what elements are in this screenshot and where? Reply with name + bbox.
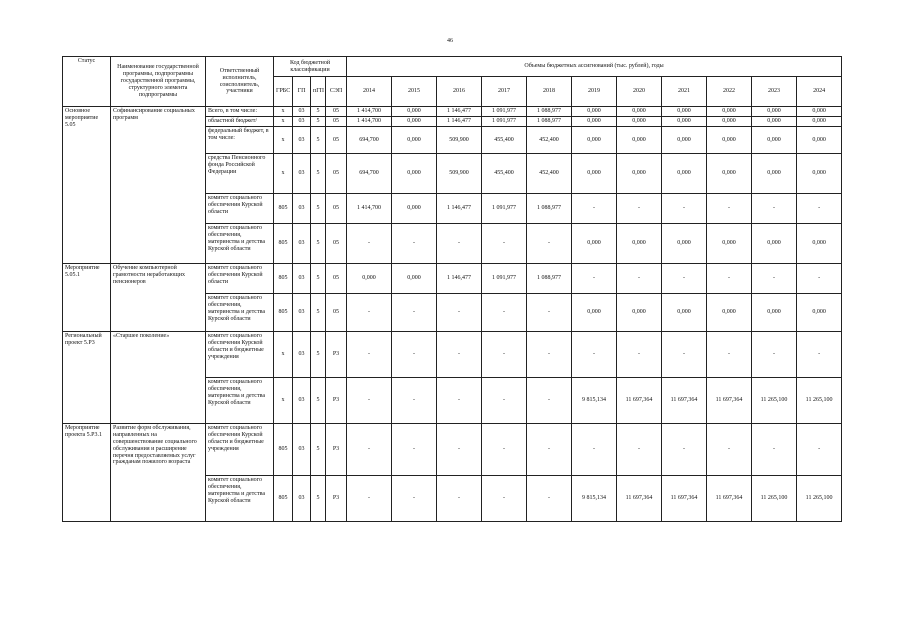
row-value: -: [617, 194, 662, 224]
row-executor: областной бюджет/: [206, 117, 274, 127]
budget-table: [62, 56, 842, 522]
row-code: 805: [274, 264, 293, 294]
row-name: Развитие форм обслуживания, направленных на совершенствование социального обслуживания и расширение перечня предоставляемых услуг гражданам пожилого возраста: [111, 424, 206, 522]
header-year: 2023: [752, 77, 797, 107]
row-value: 452,400: [527, 127, 572, 154]
row-code: 03: [293, 476, 311, 522]
row-value: -: [662, 332, 707, 378]
row-value: 1 091,977: [482, 107, 527, 117]
row-value: 0,000: [572, 224, 617, 264]
row-code: 03: [293, 127, 311, 154]
row-code: 03: [293, 117, 311, 127]
row-value: -: [617, 424, 662, 476]
header-budget-code: Код бюджетной классификации: [274, 57, 347, 77]
row-value: 0,000: [752, 107, 797, 117]
row-value: 0,000: [797, 117, 842, 127]
row-code: Р3: [326, 476, 347, 522]
row-value: -: [617, 264, 662, 294]
row-code: 03: [293, 107, 311, 117]
row-code: 05: [326, 127, 347, 154]
row-value: 1 146,477: [437, 194, 482, 224]
row-value: -: [752, 332, 797, 378]
row-value: 509,900: [437, 127, 482, 154]
row-value: -: [392, 224, 437, 264]
row-code: 03: [293, 378, 311, 424]
row-value: -: [662, 264, 707, 294]
row-code: 05: [326, 117, 347, 127]
row-value: 0,000: [392, 264, 437, 294]
row-value: -: [707, 264, 752, 294]
row-status: Основное мероприятие 5.05: [63, 107, 111, 264]
row-value: 11 265,100: [752, 378, 797, 424]
header-code-grbs: ГРБС: [274, 77, 293, 107]
row-code: х: [274, 107, 293, 117]
row-code: 5: [311, 154, 326, 194]
row-value: 0,000: [392, 127, 437, 154]
row-value: 0,000: [617, 224, 662, 264]
row-value: 0,000: [707, 117, 752, 127]
row-value: -: [797, 264, 842, 294]
row-code: 805: [274, 476, 293, 522]
row-value: -: [572, 194, 617, 224]
row-value: 1 146,477: [437, 107, 482, 117]
row-value: -: [527, 224, 572, 264]
row-value: -: [347, 294, 392, 332]
row-value: 0,000: [662, 107, 707, 117]
row-value: -: [392, 476, 437, 522]
row-code: Р3: [326, 332, 347, 378]
row-code: 03: [293, 194, 311, 224]
row-value: 0,000: [752, 117, 797, 127]
row-value: 0,000: [707, 294, 752, 332]
row-value: 0,000: [707, 154, 752, 194]
header-year: 2024: [797, 77, 842, 107]
table-row: [63, 332, 842, 378]
header-year: 2017: [482, 77, 527, 107]
row-value: 0,000: [392, 194, 437, 224]
row-value: 0,000: [392, 107, 437, 117]
row-value: 0,000: [797, 294, 842, 332]
row-value: 0,000: [617, 294, 662, 332]
row-value: 0,000: [662, 154, 707, 194]
row-code: 5: [311, 127, 326, 154]
row-value: 0,000: [347, 264, 392, 294]
table-row: [63, 107, 842, 117]
row-value: -: [437, 378, 482, 424]
row-value: 1 088,977: [527, 194, 572, 224]
row-value: 455,400: [482, 127, 527, 154]
row-code: 5: [311, 476, 326, 522]
row-value: 1 091,977: [482, 117, 527, 127]
row-code: 03: [293, 224, 311, 264]
row-code: 03: [293, 264, 311, 294]
header-code-gp: ГП: [293, 77, 311, 107]
row-value: -: [617, 332, 662, 378]
row-value: -: [707, 332, 752, 378]
table-row: [63, 264, 842, 294]
header-year: 2018: [527, 77, 572, 107]
row-executor: средства Пенсионного фонда Российской Федерации: [206, 154, 274, 194]
row-value: 0,000: [572, 127, 617, 154]
row-value: -: [392, 332, 437, 378]
row-code: х: [274, 117, 293, 127]
row-code: х: [274, 127, 293, 154]
row-value: -: [707, 424, 752, 476]
row-value: 0,000: [617, 107, 662, 117]
row-value: 509,900: [437, 154, 482, 194]
header-volumes: Объемы бюджетных ассигнований (тыс. рублей), годы: [347, 57, 842, 77]
row-value: 0,000: [797, 127, 842, 154]
row-value: 0,000: [662, 117, 707, 127]
row-value: 694,700: [347, 127, 392, 154]
row-value: 0,000: [617, 117, 662, 127]
row-value: 0,000: [662, 224, 707, 264]
row-value: -: [482, 224, 527, 264]
row-value: 0,000: [572, 154, 617, 194]
row-value: -: [482, 332, 527, 378]
header-year: 2016: [437, 77, 482, 107]
row-value: 11 265,100: [797, 378, 842, 424]
row-value: 11 265,100: [797, 476, 842, 522]
row-value: 1 414,700: [347, 194, 392, 224]
header-name: Наименование государственной программы, подпрограммы государственной программы, структурного элемента подпрограммы: [111, 57, 206, 107]
row-value: -: [572, 332, 617, 378]
row-value: 1 146,477: [437, 117, 482, 127]
row-code: х: [274, 378, 293, 424]
header-code-sep: СЭП: [326, 77, 347, 107]
row-code: 805: [274, 194, 293, 224]
row-executor: комитет социального обеспечения Курской области и бюджетные учреждения: [206, 332, 274, 378]
row-name: Обучение компьютерной грамотности неработающих пенсионеров: [111, 264, 206, 332]
row-code: 5: [311, 264, 326, 294]
row-value: 455,400: [482, 154, 527, 194]
row-code: 05: [326, 264, 347, 294]
row-value: 11 265,100: [752, 476, 797, 522]
row-value: 0,000: [392, 117, 437, 127]
row-value: 9 815,134: [572, 476, 617, 522]
row-value: 694,700: [347, 154, 392, 194]
row-value: 0,000: [752, 224, 797, 264]
row-value: -: [347, 378, 392, 424]
row-code: 805: [274, 424, 293, 476]
row-value: 0,000: [797, 224, 842, 264]
row-code: х: [274, 154, 293, 194]
header-year: 2015: [392, 77, 437, 107]
header-executor: Ответственный исполнитель, соисполнитель, участники: [206, 57, 274, 107]
row-value: 1 088,977: [527, 117, 572, 127]
header-status: Статус: [63, 57, 111, 107]
row-value: -: [527, 378, 572, 424]
row-code: 03: [293, 294, 311, 332]
row-value: 11 697,364: [707, 378, 752, 424]
row-value: 0,000: [707, 127, 752, 154]
row-value: -: [527, 294, 572, 332]
row-value: -: [752, 424, 797, 476]
row-value: 11 697,364: [617, 378, 662, 424]
row-code: 05: [326, 194, 347, 224]
row-code: 5: [311, 117, 326, 127]
page-number: 46: [447, 38, 453, 44]
row-value: 1 088,977: [527, 264, 572, 294]
row-code: 5: [311, 194, 326, 224]
row-executor: комитет социального обеспечения, материнства и детства Курской области: [206, 378, 274, 424]
header-year: 2021: [662, 77, 707, 107]
row-code: 03: [293, 332, 311, 378]
header-year: 2020: [617, 77, 662, 107]
row-value: -: [347, 224, 392, 264]
row-value: -: [797, 424, 842, 476]
row-executor: комитет социального обеспечения Курской области: [206, 194, 274, 224]
row-value: 0,000: [707, 107, 752, 117]
row-value: 1 091,977: [482, 194, 527, 224]
row-value: 0,000: [752, 127, 797, 154]
row-code: 805: [274, 294, 293, 332]
header-code-pgp: пГП: [311, 77, 326, 107]
row-code: 05: [326, 154, 347, 194]
row-value: 0,000: [707, 224, 752, 264]
row-value: -: [482, 294, 527, 332]
row-value: 0,000: [392, 154, 437, 194]
row-value: 0,000: [572, 107, 617, 117]
row-code: 05: [326, 224, 347, 264]
row-code: 03: [293, 154, 311, 194]
header-year: 2014: [347, 77, 392, 107]
row-value: -: [752, 264, 797, 294]
row-executor: комитет социального обеспечения Курской области: [206, 264, 274, 294]
row-value: 1 091,977: [482, 264, 527, 294]
row-value: 11 697,364: [662, 378, 707, 424]
row-status: Региональный проект 5.Р3: [63, 332, 111, 424]
row-code: Р3: [326, 424, 347, 476]
row-value: -: [437, 476, 482, 522]
row-value: 0,000: [752, 154, 797, 194]
row-value: 0,000: [662, 127, 707, 154]
row-code: 05: [326, 294, 347, 332]
row-value: -: [707, 194, 752, 224]
row-code: 03: [293, 424, 311, 476]
row-executor: федеральный бюджет, в том числе:: [206, 127, 274, 154]
row-value: -: [392, 424, 437, 476]
row-value: -: [527, 476, 572, 522]
row-code: 5: [311, 294, 326, 332]
row-executor: Всего, в том числе:: [206, 107, 274, 117]
row-value: -: [347, 476, 392, 522]
row-value: -: [572, 424, 617, 476]
row-value: 11 697,364: [707, 476, 752, 522]
row-value: -: [572, 264, 617, 294]
row-value: -: [527, 332, 572, 378]
row-value: 0,000: [572, 294, 617, 332]
row-value: -: [662, 424, 707, 476]
row-value: 9 815,134: [572, 378, 617, 424]
row-value: 0,000: [617, 154, 662, 194]
row-value: -: [347, 424, 392, 476]
row-value: 452,400: [527, 154, 572, 194]
row-value: -: [662, 194, 707, 224]
row-value: 0,000: [752, 294, 797, 332]
row-code: 5: [311, 332, 326, 378]
row-value: -: [437, 332, 482, 378]
row-value: 0,000: [617, 127, 662, 154]
row-value: -: [437, 424, 482, 476]
row-value: -: [482, 424, 527, 476]
row-executor: комитет социального обеспечения, материнства и детства Курской области: [206, 476, 274, 522]
row-value: 1 414,700: [347, 117, 392, 127]
row-code: Р3: [326, 378, 347, 424]
row-code: 5: [311, 424, 326, 476]
row-name: «Старшее поколение»: [111, 332, 206, 424]
row-value: -: [392, 294, 437, 332]
row-executor: комитет социального обеспечения, материнства и детства Курской области: [206, 224, 274, 264]
row-value: 1 414,700: [347, 107, 392, 117]
row-value: -: [392, 378, 437, 424]
row-value: -: [347, 332, 392, 378]
row-value: 11 697,364: [617, 476, 662, 522]
row-value: -: [797, 194, 842, 224]
row-value: -: [797, 332, 842, 378]
row-value: 0,000: [797, 154, 842, 194]
row-value: -: [437, 294, 482, 332]
row-value: -: [437, 224, 482, 264]
row-value: 0,000: [797, 107, 842, 117]
header-year: 2022: [707, 77, 752, 107]
row-code: 5: [311, 378, 326, 424]
row-code: х: [274, 332, 293, 378]
row-value: 1 146,477: [437, 264, 482, 294]
row-value: -: [482, 378, 527, 424]
row-value: -: [527, 424, 572, 476]
row-code: 5: [311, 107, 326, 117]
row-status: Мероприятие проекта 5.Р3.1: [63, 424, 111, 522]
row-executor: комитет социального обеспечения Курской области и бюджетные учреждения: [206, 424, 274, 476]
row-executor: комитет социального обеспечения, материнства и детства Курской области: [206, 294, 274, 332]
row-value: 1 088,977: [527, 107, 572, 117]
header-year: 2019: [572, 77, 617, 107]
table-row: [63, 424, 842, 476]
row-code: 05: [326, 107, 347, 117]
row-code: 5: [311, 224, 326, 264]
row-value: 0,000: [662, 294, 707, 332]
row-value: 0,000: [572, 117, 617, 127]
row-value: -: [752, 194, 797, 224]
row-name: Софинансирование социальных программ: [111, 107, 206, 264]
row-code: 805: [274, 224, 293, 264]
row-value: 11 697,364: [662, 476, 707, 522]
row-status: Мероприятие 5.05.1: [63, 264, 111, 332]
row-value: -: [482, 476, 527, 522]
